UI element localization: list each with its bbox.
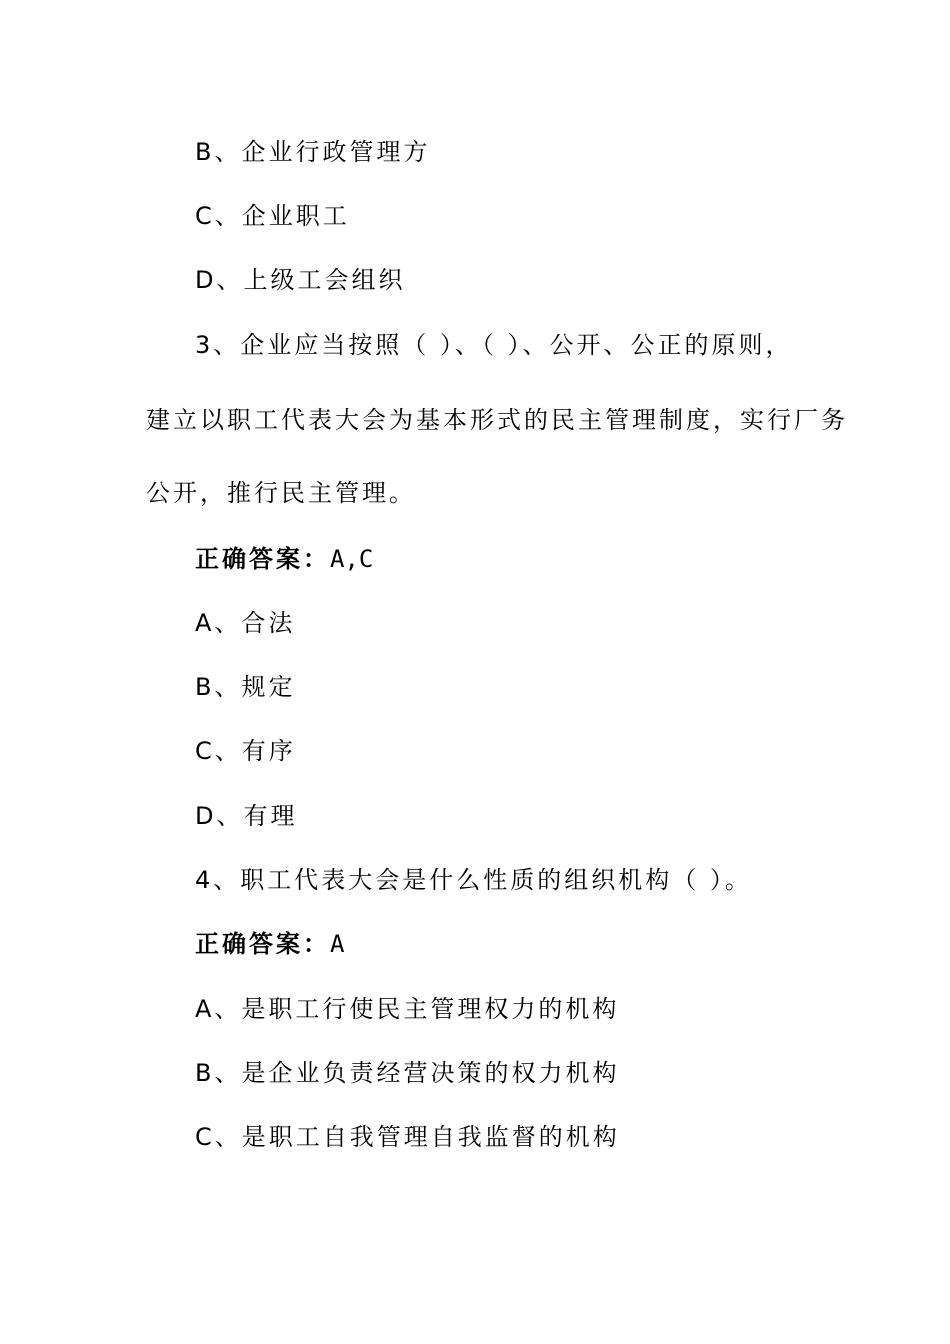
- option-b: B、企业行政管理方: [195, 138, 431, 166]
- option-b: B、规定: [195, 673, 296, 701]
- answer-value: A,C: [330, 545, 374, 573]
- option-a: A、合法: [195, 609, 296, 637]
- answer-row-3: [195, 544, 373, 574]
- answer-row-4: [195, 929, 344, 959]
- answer-label: 正确答案：: [195, 930, 330, 958]
- option-d: D、有理: [195, 802, 298, 830]
- option-c: C、有序: [195, 737, 296, 765]
- answer-label: 正确答案：: [195, 545, 330, 573]
- option-c: C、企业职工: [195, 202, 350, 230]
- question-3-line-2: 建立以职工代表大会为基本形式的民主管理制度，实行厂务: [146, 406, 848, 434]
- answer-value: A: [330, 930, 345, 958]
- option-d: D、上级工会组织: [195, 266, 406, 294]
- option-a: A、是职工行使民主管理权力的机构: [195, 995, 620, 1023]
- question-4: 4、职工代表大会是什么性质的组织机构（ ）。: [195, 866, 752, 894]
- option-c: C、是职工自我管理自我监督的机构: [195, 1123, 620, 1151]
- option-b: B、是企业负责经营决策的权力机构: [195, 1059, 620, 1087]
- question-3-line-3: 公开，推行民主管理。: [146, 479, 416, 507]
- question-3-line-1: 3、企业应当按照（ ）、（ ）、公开、公正的原则，: [195, 331, 793, 359]
